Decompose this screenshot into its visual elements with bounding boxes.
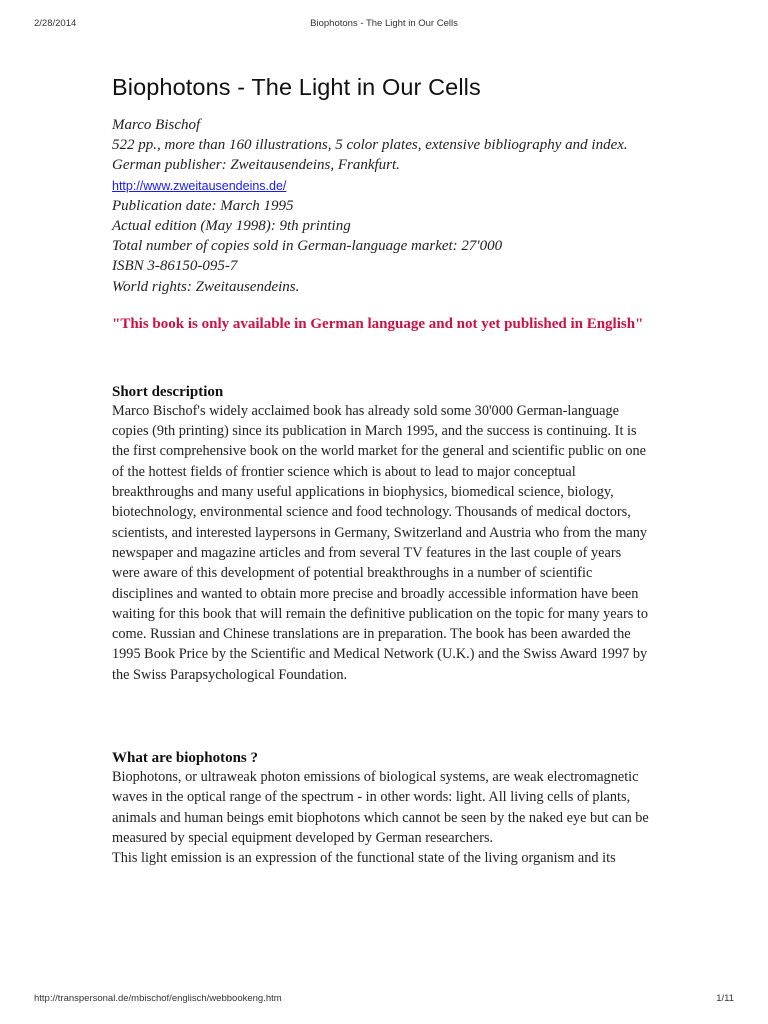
- page-number: 1/11: [716, 993, 734, 1004]
- publisher: German publisher: Zweitausendeins, Frankfurt.: [112, 157, 400, 174]
- short-description-text: Marco Bischof's widely acclaimed book has already sold some 30'000 German-language copies (9th printing) since its publication in March 1995, and the success is continuing. It is the first comprehensive book on the world market for the general and scientific public on one of the hottest fields of frontier science which is about to lead to major conceptual breakthroughs and many useful applications in biophysics, biomedical science, biology, biotechnology, environmental science and food technology. Thousands of medical doctors, scientists, and interested laypersons in Germany, Switzerland and Austria who from the many newspaper and magazine articles and from several TV features in the last couple of years were aware of this development of potential breakthroughs in a number of scientific disciplines and wanted to obtain more precise and broadly accessible information have been waiting for this book that will remain the definitive publication on the topic for many years to come. Russian and Chinese translations are in preparation. The book has been awarded the 1995 Book Price by the Scientific and Medical Network (U.K.) and the Swiss Award 1997 by the Swiss Parapsychological Foundation.: [112, 402, 649, 683]
- world-rights: World rights: Zweitausendeins.: [112, 278, 300, 295]
- what-are-biophotons-heading: What are biophotons ?: [112, 749, 259, 766]
- print-title: Biophotons - The Light in Our Cells: [310, 18, 458, 29]
- copies-sold: Total number of copies sold in German-language market: 27'000: [112, 238, 503, 255]
- page-title: Biophotons - The Light in Our Cells: [112, 74, 481, 100]
- availability-notice: "This book is only available in German language and not yet published in English": [112, 315, 644, 332]
- biophotons-definition-text: Biophotons, or ultraweak photon emissions of biological systems, are weak electromagnetic waves in the optical range of the spectrum - in other words: light. All living cells of plants, animals and human beings emit biophotons which cannot be seen by the naked eye but can be measured by special equipment developed by German researchers.: [112, 768, 649, 846]
- isbn: ISBN 3-86150-095-7: [112, 258, 238, 275]
- publisher-link[interactable]: http://www.zweitausendeins.de/: [112, 178, 287, 193]
- publication-date: Publication date: March 1995: [112, 197, 294, 214]
- print-header: [34, 18, 734, 32]
- article: [112, 74, 652, 868]
- author: Marco Bischof: [112, 117, 201, 133]
- print-footer: [34, 993, 734, 1007]
- print-date: 2/28/2014: [34, 18, 77, 29]
- print-url: http://transpersonal.de/mbischof/englisch/webbookeng.htm: [34, 993, 282, 1004]
- book-meta: [112, 115, 652, 297]
- page-count: 522 pp., more than 160 illustrations, 5 color plates, extensive bibliography and index.: [112, 137, 628, 154]
- short-description-heading: Short description: [112, 383, 224, 400]
- light-emission-text: This light emission is an expression of the functional state of the living organism and its: [112, 850, 616, 867]
- edition: Actual edition (May 1998): 9th printing: [112, 218, 351, 235]
